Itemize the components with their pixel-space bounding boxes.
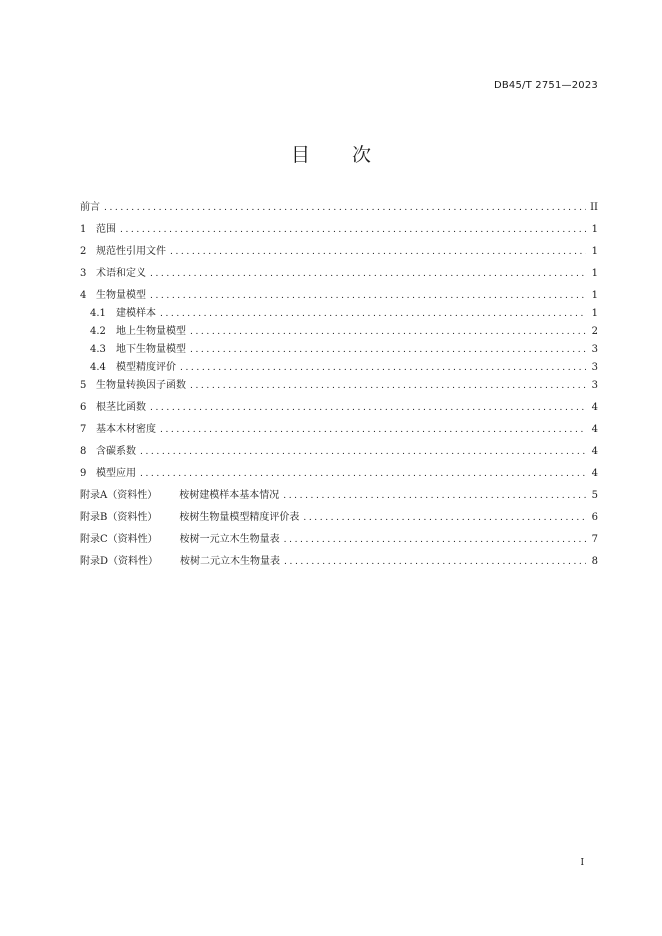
toc-entry-number: 6	[80, 402, 87, 413]
toc-entry[interactable]	[80, 288, 598, 304]
title-char-right: 次	[352, 144, 372, 166]
toc-entry-label: 前言	[80, 202, 100, 213]
toc-entry-page: 1	[591, 308, 598, 319]
toc-entry[interactable]	[80, 466, 598, 482]
toc-entry-number: 1	[80, 224, 87, 235]
dot-leader	[284, 532, 586, 548]
toc-entry-page: 6	[591, 512, 598, 523]
toc-entry-title	[80, 510, 299, 526]
toc-entry-label: 地下生物量模型	[116, 344, 186, 355]
dot-leader	[170, 244, 586, 260]
toc-entry-title	[80, 244, 166, 260]
toc-entry[interactable]	[80, 342, 598, 358]
toc-entry-number: 附录C（资料性）	[80, 534, 158, 545]
toc-entry-page: 4	[591, 424, 598, 435]
toc-entry-page: 4	[591, 402, 598, 413]
dot-leader	[140, 444, 586, 460]
table-of-contents	[80, 200, 598, 576]
toc-entry-number: 附录A（资料性）	[80, 490, 158, 501]
toc-entry-title	[80, 306, 156, 322]
toc-entry-label: 术语和定义	[96, 268, 146, 279]
toc-entry-label: 基本木材密度	[96, 424, 156, 435]
page-number: I	[580, 858, 584, 868]
toc-entry-page: 3	[591, 380, 598, 391]
toc-entry-page: 4	[591, 446, 598, 457]
toc-entry-title	[80, 222, 116, 238]
toc-entry-number: 4.1	[90, 308, 106, 319]
toc-entry-title	[80, 422, 156, 438]
dot-leader	[284, 554, 586, 570]
toc-entry[interactable]	[80, 400, 598, 416]
toc-entry[interactable]	[80, 306, 598, 322]
toc-entry-title	[80, 378, 186, 394]
toc-entry-page: 1	[591, 224, 598, 235]
toc-entry-title	[80, 466, 136, 482]
dot-leader	[160, 422, 586, 438]
toc-entry-page: 1	[591, 290, 598, 301]
toc-entry-page: 7	[591, 534, 598, 545]
dot-leader	[283, 488, 586, 504]
dot-leader	[190, 378, 586, 394]
toc-entry-number: 2	[80, 246, 87, 257]
toc-entry-label: 生物量模型	[96, 290, 146, 301]
toc-entry-label: 生物量转换因子函数	[96, 380, 186, 391]
toc-entry[interactable]	[80, 324, 598, 340]
toc-entry-label: 桉树二元立木生物量表	[180, 556, 281, 567]
toc-entry-label: 模型应用	[96, 468, 136, 479]
dot-leader	[104, 200, 586, 216]
dot-leader	[150, 266, 586, 282]
toc-entry-page: 1	[591, 268, 598, 279]
dot-leader	[150, 288, 586, 304]
toc-entry-number: 附录B（资料性）	[80, 512, 158, 523]
toc-entry[interactable]	[80, 378, 598, 394]
toc-entry[interactable]	[80, 532, 598, 548]
page-title	[0, 140, 662, 167]
toc-entry[interactable]	[80, 244, 598, 260]
dot-leader	[190, 324, 586, 340]
toc-entry-number: 8	[80, 446, 87, 457]
toc-entry-number: 4.2	[90, 326, 106, 337]
dot-leader	[160, 306, 586, 322]
toc-entry-label: 模型精度评价	[116, 362, 176, 373]
toc-entry-label: 桉树生物量模型精度评价表	[179, 512, 300, 523]
toc-entry-title	[80, 554, 280, 570]
toc-entry-title	[80, 360, 176, 376]
toc-entry-page: 5	[591, 490, 598, 501]
toc-entry-label: 地上生物量模型	[116, 326, 186, 337]
dot-leader	[120, 222, 586, 238]
toc-entry-number: 7	[80, 424, 87, 435]
toc-entry-page: 4	[591, 468, 598, 479]
toc-entry-page: 2	[591, 326, 598, 337]
toc-entry-label: 根茎比函数	[96, 402, 146, 413]
toc-entry[interactable]	[80, 444, 598, 460]
toc-entry-title	[80, 288, 146, 304]
toc-entry-title	[80, 200, 100, 216]
dot-leader	[140, 466, 586, 482]
dot-leader	[190, 342, 586, 358]
toc-entry-number: 4	[80, 290, 87, 301]
toc-entry-label: 桉树建模样本基本情况	[179, 490, 280, 501]
toc-entry[interactable]	[80, 422, 598, 438]
toc-entry[interactable]	[80, 510, 598, 526]
toc-entry[interactable]	[80, 554, 598, 570]
toc-entry-title	[80, 342, 186, 358]
toc-entry-page: II	[590, 202, 598, 213]
toc-entry-label: 规范性引用文件	[96, 246, 166, 257]
toc-entry-title	[80, 444, 136, 460]
dot-leader	[180, 360, 586, 376]
toc-entry-page: 1	[591, 246, 598, 257]
dot-leader	[303, 510, 586, 526]
dot-leader	[150, 400, 586, 416]
toc-entry-page: 8	[591, 556, 598, 567]
toc-entry[interactable]	[80, 360, 598, 376]
toc-entry-title	[80, 488, 279, 504]
toc-entry-number: 4.4	[90, 362, 106, 373]
toc-entry-title	[80, 266, 146, 282]
toc-entry[interactable]	[80, 200, 598, 216]
toc-entry-number: 3	[80, 268, 87, 279]
title-char-left: 目	[290, 144, 310, 166]
toc-entry-title	[80, 400, 146, 416]
toc-entry-title	[80, 532, 280, 548]
toc-entry[interactable]	[80, 222, 598, 238]
toc-entry-number: 9	[80, 468, 87, 479]
toc-entry-page: 3	[591, 344, 598, 355]
toc-entry-number: 5	[80, 380, 87, 391]
document-number: DB45/T 2751—2023	[493, 80, 598, 91]
toc-entry-number: 4.3	[90, 344, 106, 355]
toc-entry-label: 范围	[96, 224, 116, 235]
toc-entry-label: 含碳系数	[96, 446, 136, 457]
toc-entry-label: 建模样本	[116, 308, 156, 319]
toc-entry[interactable]	[80, 488, 598, 504]
toc-entry-title	[80, 324, 186, 340]
toc-entry-label: 桉树一元立木生物量表	[179, 534, 280, 545]
toc-entry-number: 附录D（资料性）	[80, 556, 159, 567]
toc-entry[interactable]	[80, 266, 598, 282]
toc-entry-page: 3	[591, 362, 598, 373]
